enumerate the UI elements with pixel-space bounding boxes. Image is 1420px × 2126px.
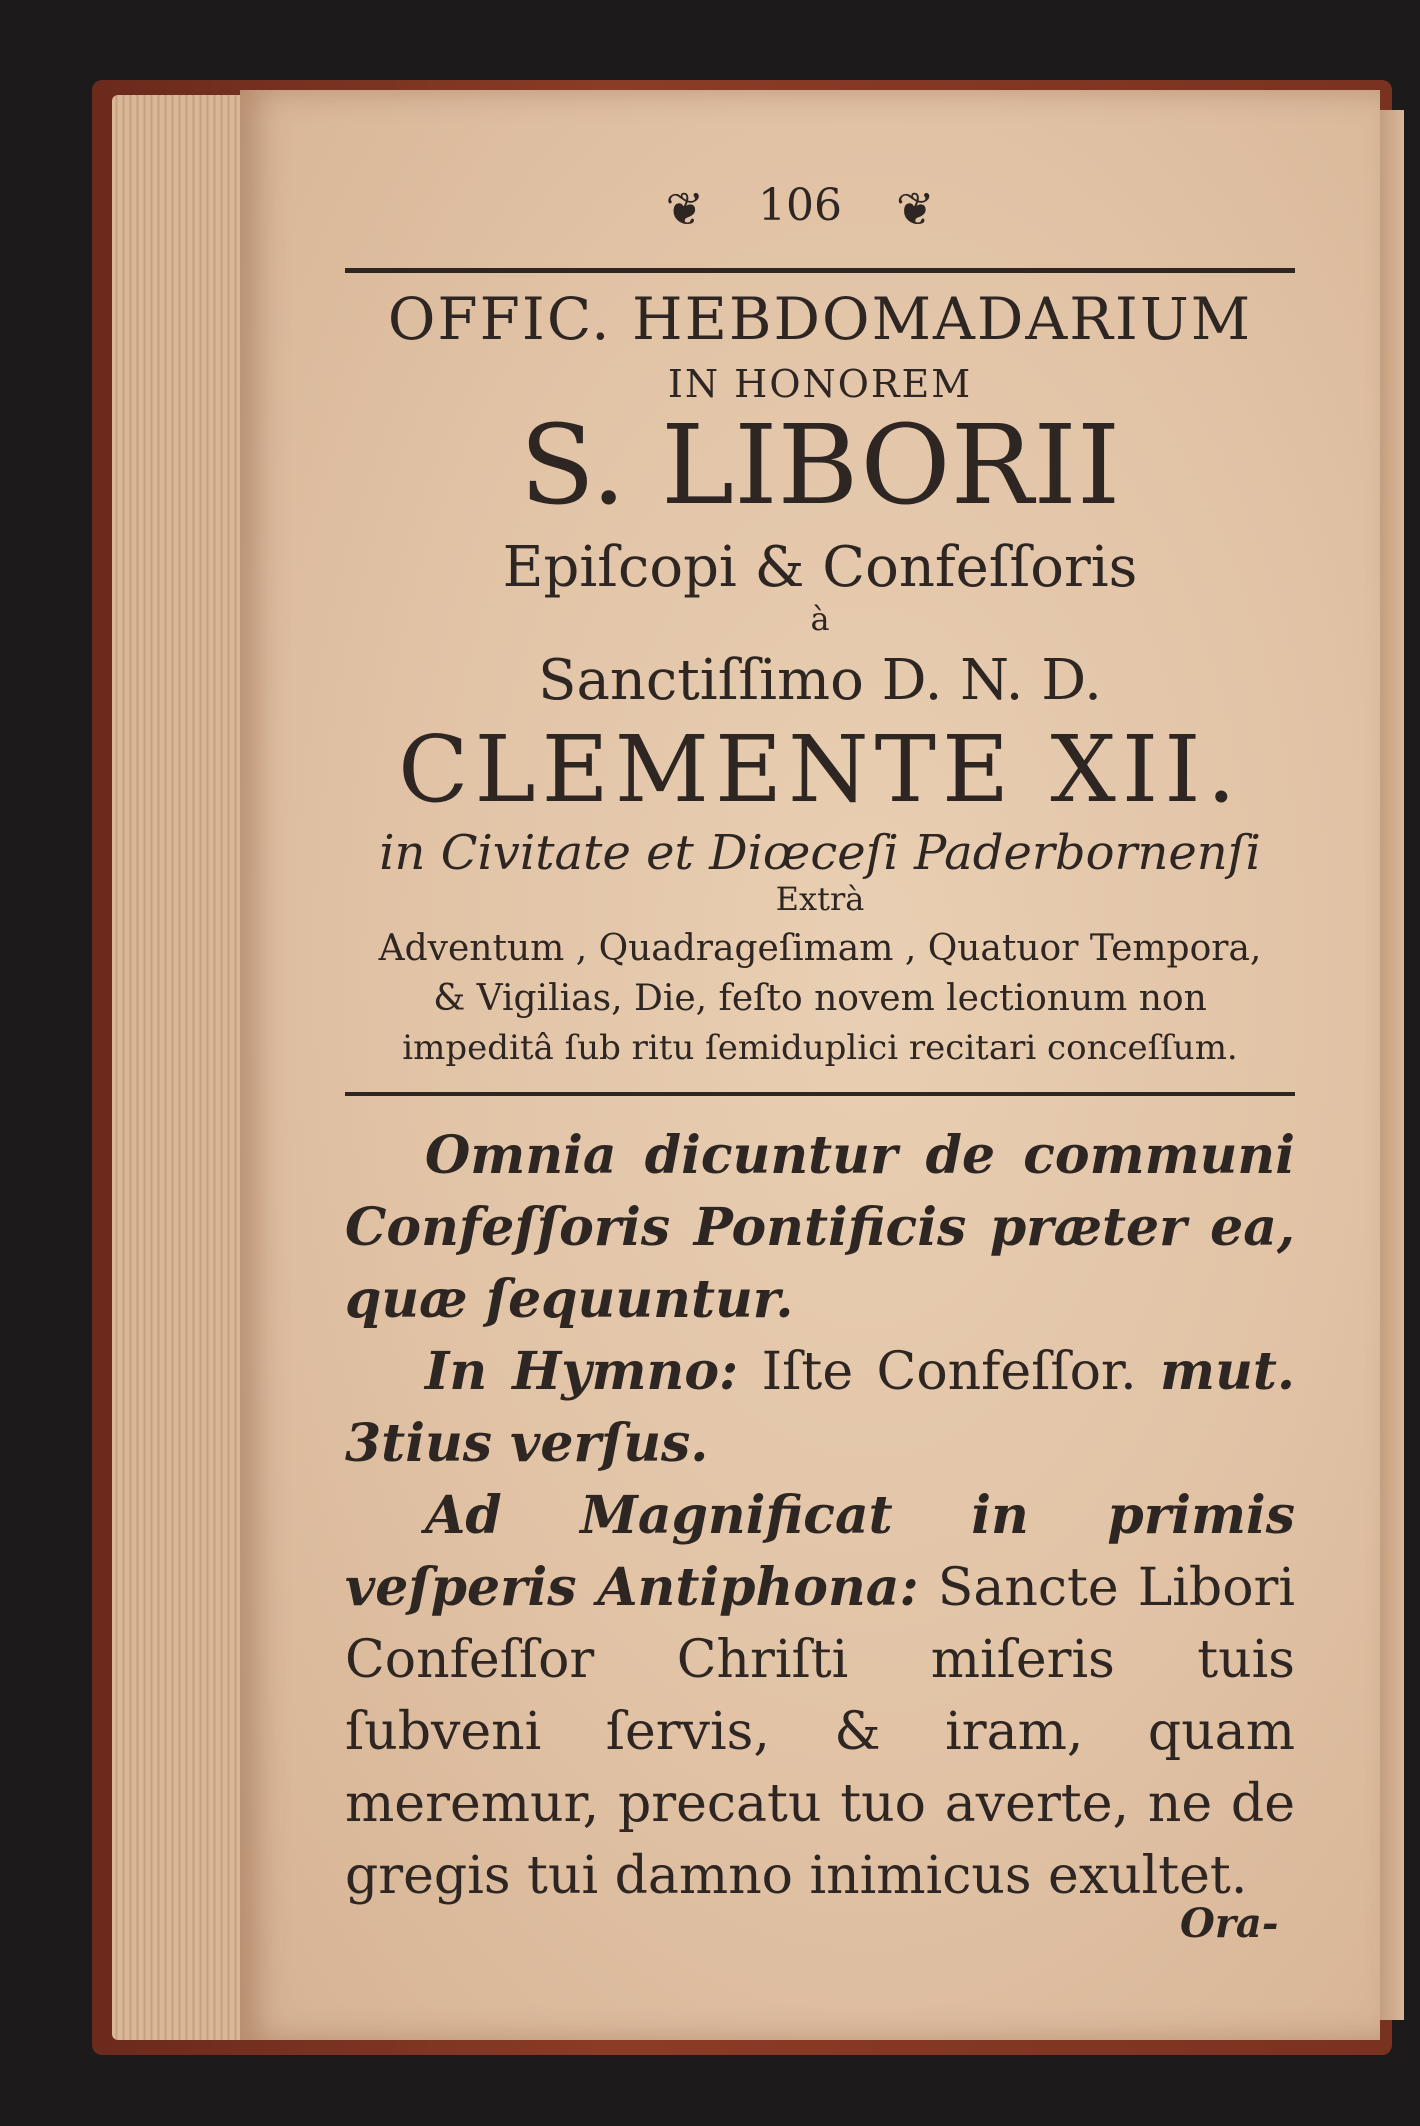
title-line-5: à: [810, 600, 830, 638]
title-line-6: Sanctiſſimo D. N. D.: [538, 648, 1102, 713]
saint-name: S. LIBORII: [519, 401, 1121, 529]
hymn-note: mut. 3tius verſus.: [345, 1341, 1295, 1474]
title-line-2: IN HONOREM: [667, 362, 973, 406]
page-body: [345, 1120, 1295, 1912]
catchword: Ora-: [1180, 1900, 1279, 1947]
rubric-paragraph-1: Omnia dicuntur de communi Confeſſoris Pontificis præter ea, quæ ſequuntur.: [345, 1125, 1295, 1330]
title-line-10: Adventum , Quadrageſimam , Quatuor Tempora,: [378, 928, 1262, 969]
antiphon-paragraph: [345, 1480, 1295, 1912]
top-rule: [345, 268, 1295, 273]
title-line-1: OFFIC. HEBDOMADARIUM: [387, 285, 1253, 353]
hymn-paragraph: [345, 1336, 1295, 1480]
antiphon-text: Sancte Libori Confeſſor Chriſti miſeris tuis ſubveni ſervis, & iram, quam meremur, precatu tuo averte, ne de gregis tui damno inimicus exultet.: [345, 1558, 1295, 1906]
title-line-8: in Civitate et Diœceſi Paderbornenſi: [379, 825, 1261, 881]
middle-rule: [345, 1092, 1295, 1096]
fleuron-right-icon: ❦: [895, 181, 935, 236]
fleuron-left-icon: ❦: [665, 181, 704, 236]
hymn-incipit: Iſte Confeſſor.: [761, 1342, 1137, 1402]
page-number: 106: [758, 180, 842, 231]
title-line-9: Extrà: [775, 880, 865, 918]
title-line-11: & Vigilias, Die, feſto novem lectionum non: [433, 978, 1207, 1019]
page-header: [600, 180, 1000, 240]
title-line-12: impeditâ ſub ritu ſemiduplici recitari conceſſum.: [402, 1028, 1238, 1068]
antiphon-label: Ad Magnificat in primis veſperis Antiphona:: [345, 1485, 1295, 1618]
pope-name: CLEMENTE XII.: [398, 716, 1242, 823]
title-line-4: Epiſcopi & Confeſſoris: [502, 535, 1138, 600]
hymn-label: In Hymno:: [425, 1341, 739, 1402]
